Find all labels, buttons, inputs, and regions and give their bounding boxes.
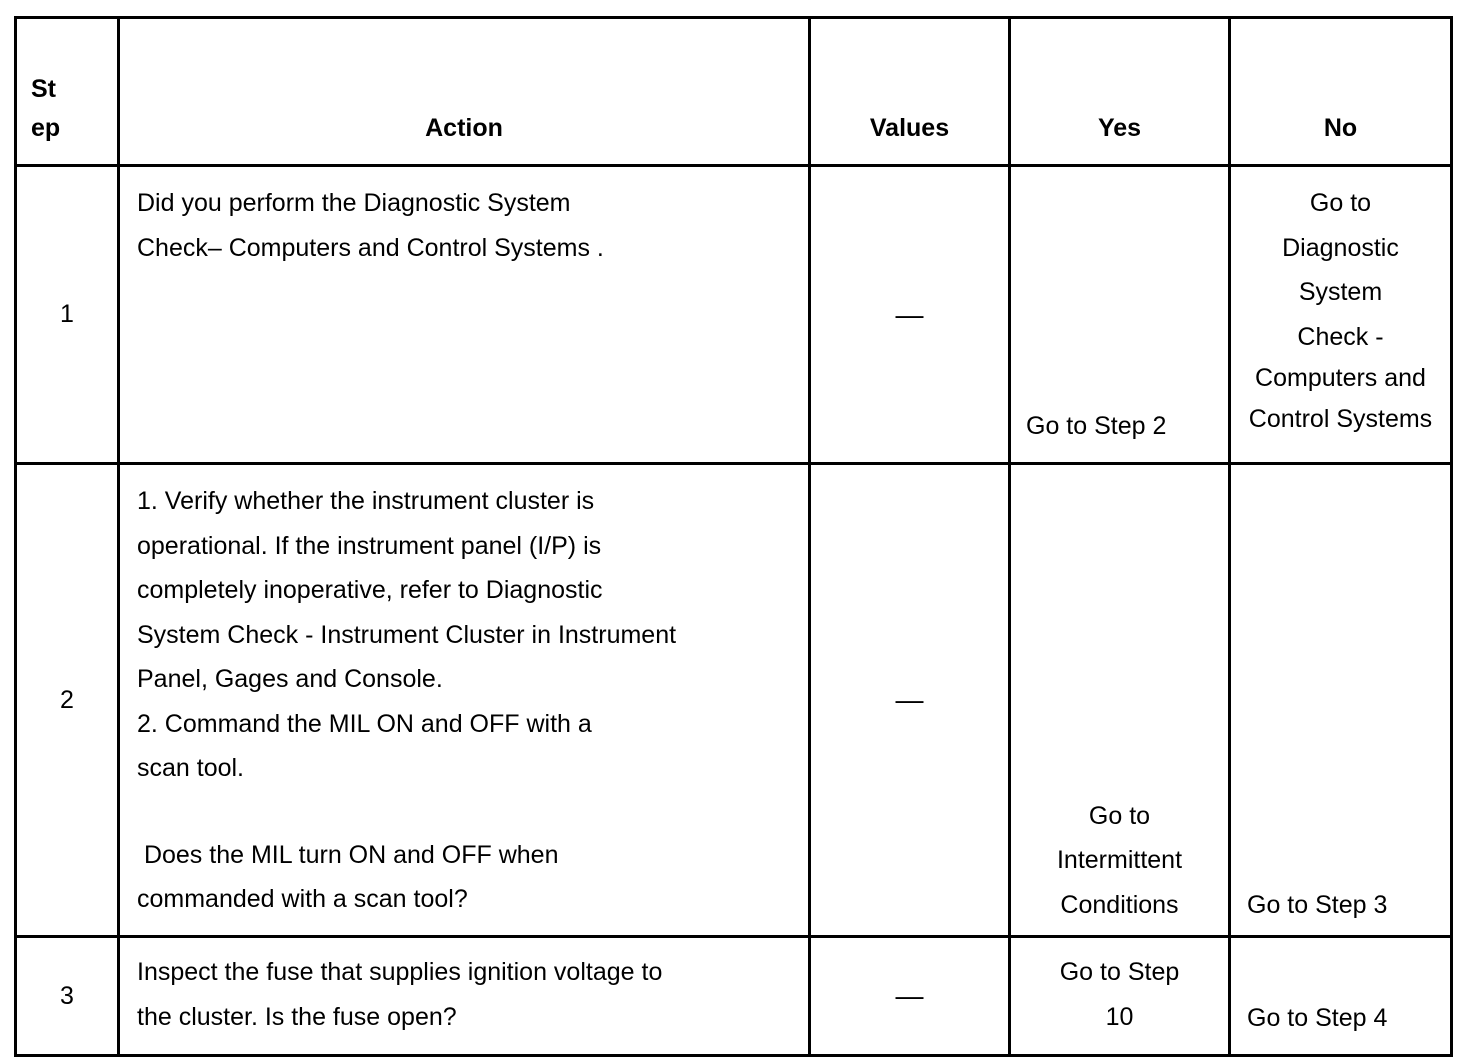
step-number: 1 <box>16 166 119 464</box>
yes-link-go-to-step-2[interactable]: Go to Step 2 <box>1026 411 1167 440</box>
action-line: operational. If the instrument panel (I/P) is <box>137 531 602 560</box>
no-link-line[interactable]: Control Systems <box>1248 405 1433 433</box>
header-step-line-2: ep <box>31 114 61 142</box>
action-question-line: Does the MIL turn ON and OFF when <box>137 840 559 869</box>
action-cell <box>119 464 810 937</box>
action-line: the cluster. Is the fuse open? <box>137 1002 457 1031</box>
no-link-go-to-step-3[interactable]: Go to Step 3 <box>1247 890 1388 919</box>
table-row-step-1 <box>16 166 1452 464</box>
yes-cell[interactable] <box>1010 937 1230 1056</box>
step-number: 3 <box>16 937 119 1056</box>
action-spacer <box>137 791 798 833</box>
diagnostic-table <box>14 16 1453 1057</box>
no-link-line[interactable]: System <box>1298 278 1383 306</box>
action-line: scan tool. <box>137 754 245 782</box>
yes-cell[interactable] <box>1010 166 1230 464</box>
table-row-step-2 <box>16 464 1452 937</box>
step-number: 2 <box>16 464 119 937</box>
action-line: Inspect the fuse that supplies ignition voltage to <box>137 958 663 986</box>
no-link-line[interactable]: Check - <box>1297 322 1384 351</box>
action-line: 2. Command the MIL ON and OFF with a <box>137 709 592 738</box>
no-cell[interactable] <box>1230 937 1452 1056</box>
action-line: Panel, Gages and Console. <box>137 665 443 693</box>
no-link-go-to-step-4[interactable]: Go to Step 4 <box>1247 1003 1388 1032</box>
no-link-line[interactable]: Computers and <box>1255 364 1426 392</box>
values-cell: — <box>810 937 1010 1056</box>
yes-link-line[interactable]: Go to <box>1088 801 1151 830</box>
table-row-step-3 <box>16 937 1452 1056</box>
values-cell: — <box>810 464 1010 937</box>
no-link-line[interactable]: Diagnostic <box>1282 233 1399 262</box>
header-step-line-1: St <box>31 75 56 103</box>
header-step <box>16 18 119 166</box>
header-no: No <box>1230 18 1452 166</box>
action-cell <box>119 166 810 464</box>
action-line: completely inoperative, refer to Diagnostic <box>137 576 603 604</box>
action-line: Check– Computers and Control Systems . <box>137 233 604 262</box>
action-cell <box>119 937 810 1056</box>
values-cell: — <box>810 166 1010 464</box>
action-line: 1. Verify whether the instrument cluster is <box>137 487 595 515</box>
no-cell[interactable] <box>1230 464 1452 937</box>
action-question-line: commanded with a scan tool? <box>137 885 468 913</box>
yes-link-line[interactable]: 10 <box>1105 1002 1134 1031</box>
no-cell[interactable] <box>1230 166 1452 464</box>
header-action: Action <box>119 18 810 166</box>
yes-cell[interactable] <box>1010 464 1230 937</box>
yes-link-line[interactable]: Go to Step <box>1059 958 1180 986</box>
header-values: Values <box>810 18 1010 166</box>
action-line: System Check - Instrument Cluster in Instrument <box>137 620 677 649</box>
action-line: Did you perform the Diagnostic System <box>137 189 571 217</box>
table-header-row <box>16 18 1452 166</box>
header-yes: Yes <box>1010 18 1230 166</box>
yes-link-line[interactable]: Intermittent <box>1056 846 1183 874</box>
yes-link-line[interactable]: Conditions <box>1060 890 1179 919</box>
no-link-line[interactable]: Go to <box>1309 189 1372 217</box>
